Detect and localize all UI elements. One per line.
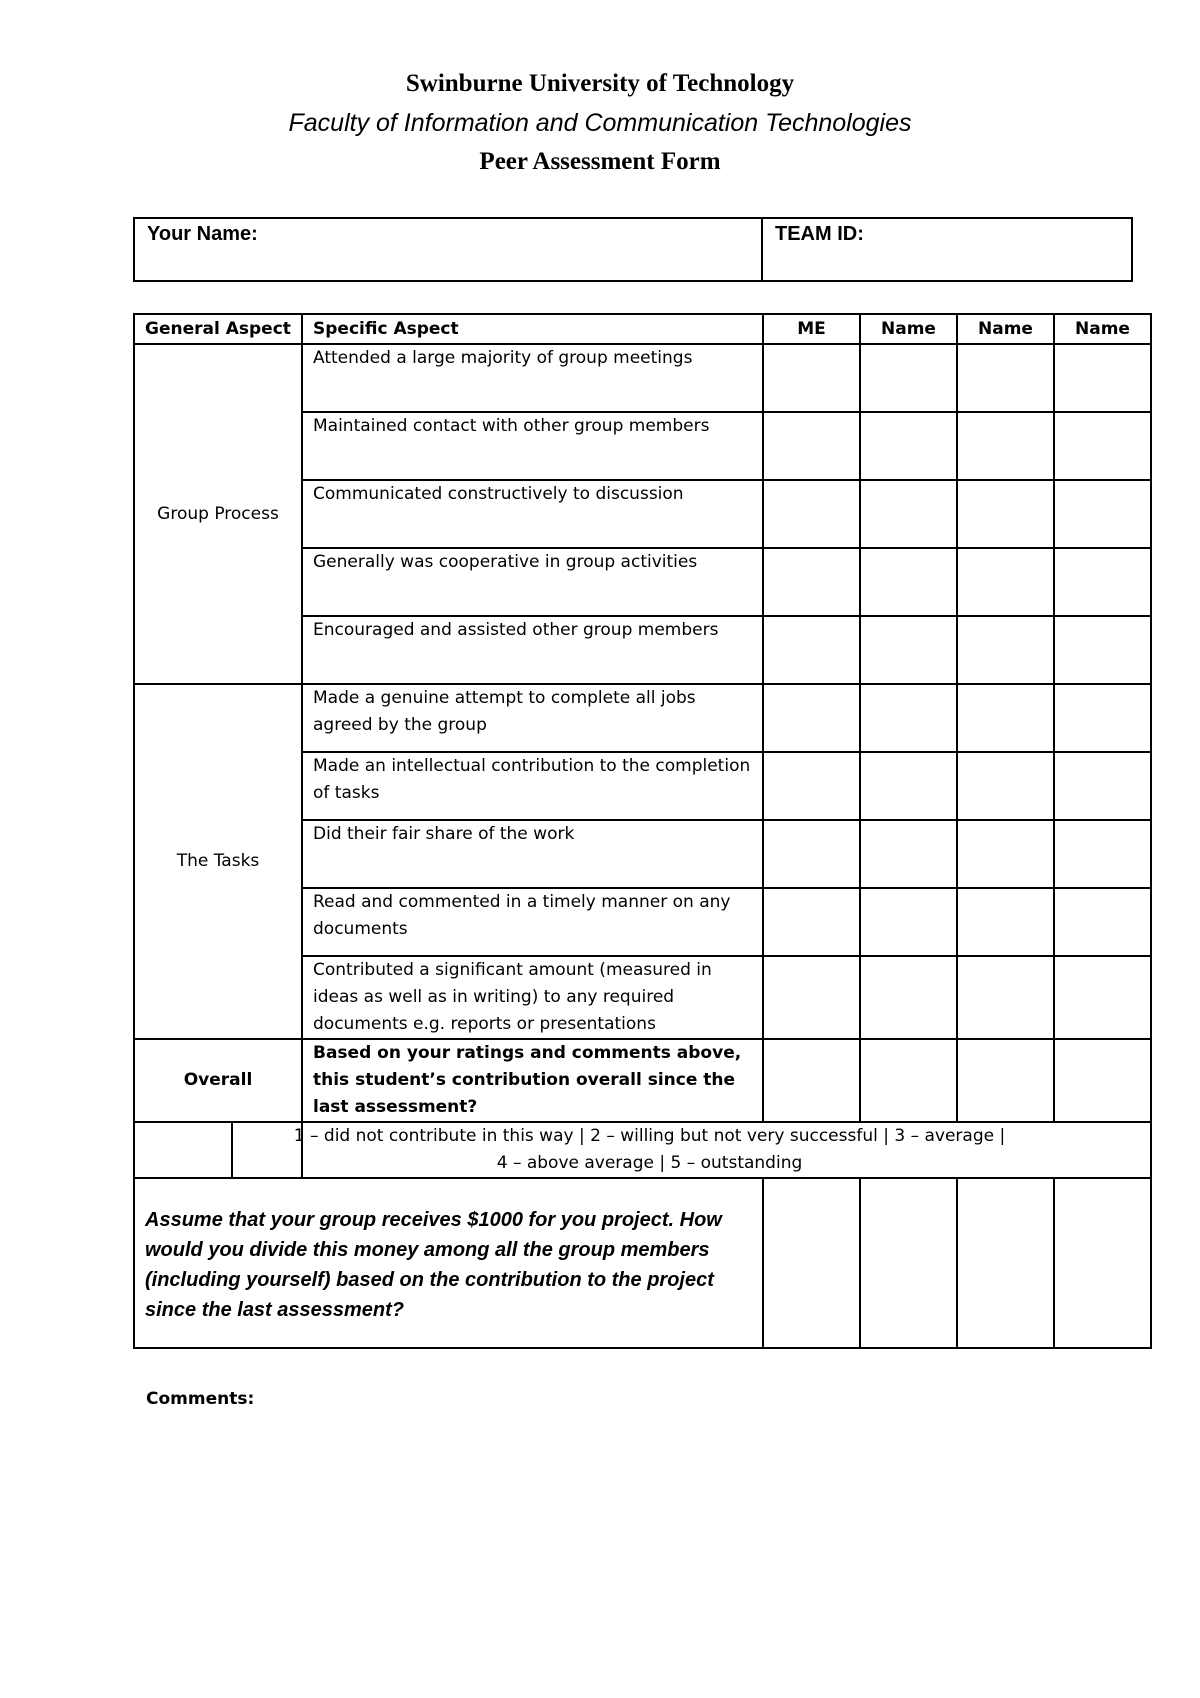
money-question: Assume that your group receives $1000 for you project. How would you divide this money among all the group members (including yourself) based on the contribution to the project since the last assessment? bbox=[134, 1178, 763, 1348]
aspect-text: Read and commented in a timely manner on any documents bbox=[302, 888, 763, 956]
rating-cell-name-3[interactable] bbox=[1054, 1039, 1151, 1122]
col-general-aspect: General Aspect bbox=[134, 314, 302, 344]
overall-question: Based on your ratings and comments above, this student’s contribution overall since the last assessment? bbox=[302, 1039, 763, 1122]
rating-cell-me[interactable] bbox=[763, 344, 860, 412]
rating-cell-name-3[interactable] bbox=[1054, 956, 1151, 1039]
col-name-3: Name bbox=[1054, 314, 1151, 344]
table-row bbox=[134, 344, 1151, 412]
rating-cell-name-2[interactable] bbox=[957, 344, 1054, 412]
rating-cell-name-1[interactable] bbox=[860, 480, 957, 548]
rating-cell-name-3[interactable] bbox=[1054, 820, 1151, 888]
col-name-1: Name bbox=[860, 314, 957, 344]
money-row bbox=[134, 1178, 1151, 1348]
aspect-text: Contributed a significant amount (measured in ideas as well as in writing) to any required documents e.g. reports or presentations bbox=[302, 956, 763, 1039]
rating-cell-name-3[interactable] bbox=[1054, 752, 1151, 820]
aspect-text: Encouraged and assisted other group members bbox=[302, 616, 763, 684]
rating-cell-me[interactable] bbox=[763, 956, 860, 1039]
aspect-text: Generally was cooperative in group activities bbox=[302, 548, 763, 616]
your-name-label: Your Name: bbox=[147, 223, 258, 245]
faculty-title: Faculty of Information and Communication Technologies bbox=[288, 109, 912, 137]
team-id-field[interactable] bbox=[763, 219, 1131, 280]
rating-cell-name-2[interactable] bbox=[957, 548, 1054, 616]
name-team-box bbox=[133, 217, 1133, 282]
rating-cell-name-1[interactable] bbox=[860, 1039, 957, 1122]
rating-cell-name-3[interactable] bbox=[1054, 888, 1151, 956]
aspect-text: Attended a large majority of group meetings bbox=[302, 344, 763, 412]
rating-cell-name-1[interactable] bbox=[860, 344, 957, 412]
money-cell-me[interactable] bbox=[763, 1178, 860, 1348]
rating-cell-me[interactable] bbox=[763, 684, 860, 752]
rating-cell-name-3[interactable] bbox=[1054, 684, 1151, 752]
rating-cell-me[interactable] bbox=[763, 820, 860, 888]
rating-cell-name-3[interactable] bbox=[1054, 412, 1151, 480]
col-name-2: Name bbox=[957, 314, 1054, 344]
legend-row bbox=[134, 1122, 1151, 1178]
rating-cell-name-2[interactable] bbox=[957, 412, 1054, 480]
aspect-text: Communicated constructively to discussion bbox=[302, 480, 763, 548]
money-cell-name-3[interactable] bbox=[1054, 1178, 1151, 1348]
rating-cell-name-2[interactable] bbox=[957, 480, 1054, 548]
money-cell-name-2[interactable] bbox=[957, 1178, 1054, 1348]
col-me: ME bbox=[763, 314, 860, 344]
aspect-text: Made a genuine attempt to complete all jobs agreed by the group bbox=[302, 684, 763, 752]
rating-cell-me[interactable] bbox=[763, 616, 860, 684]
legend-line-1: 1 – did not contribute in this way | 2 – willing but not very successful | 3 – average | bbox=[293, 1126, 1006, 1146]
rating-cell-name-1[interactable] bbox=[860, 548, 957, 616]
your-name-field[interactable] bbox=[135, 219, 763, 280]
rating-cell-name-1[interactable] bbox=[860, 888, 957, 956]
rating-cell-name-1[interactable] bbox=[860, 412, 957, 480]
rating-cell-me[interactable] bbox=[763, 412, 860, 480]
rating-cell-name-2[interactable] bbox=[957, 820, 1054, 888]
overall-row bbox=[134, 1039, 1151, 1122]
rating-cell-name-1[interactable] bbox=[860, 956, 957, 1039]
group-process-label: Group Process bbox=[134, 344, 302, 684]
rating-cell-me[interactable] bbox=[763, 1039, 860, 1122]
aspect-text: Did their fair share of the work bbox=[302, 820, 763, 888]
form-title: Peer Assessment Form bbox=[479, 148, 721, 175]
table-row bbox=[134, 684, 1151, 752]
university-title: Swinburne University of Technology bbox=[405, 70, 795, 97]
legend-line-2: 4 – above average | 5 – outstanding bbox=[496, 1153, 803, 1173]
team-id-label: TEAM ID: bbox=[775, 223, 864, 245]
rating-cell-name-2[interactable] bbox=[957, 752, 1054, 820]
rating-scale-legend bbox=[230, 1122, 1079, 1178]
aspect-text: Maintained contact with other group members bbox=[302, 412, 763, 480]
rating-cell-me[interactable] bbox=[763, 480, 860, 548]
table-header-row bbox=[134, 314, 1151, 344]
aspect-text: Made an intellectual contribution to the completion of tasks bbox=[302, 752, 763, 820]
assessment-table bbox=[133, 313, 1152, 1349]
rating-cell-name-1[interactable] bbox=[860, 616, 957, 684]
money-cell-name-1[interactable] bbox=[860, 1178, 957, 1348]
rating-cell-name-2[interactable] bbox=[957, 956, 1054, 1039]
rating-cell-name-2[interactable] bbox=[957, 888, 1054, 956]
rating-cell-name-2[interactable] bbox=[957, 1039, 1054, 1122]
rating-cell-name-3[interactable] bbox=[1054, 480, 1151, 548]
rating-cell-name-1[interactable] bbox=[860, 752, 957, 820]
rating-cell-name-3[interactable] bbox=[1054, 548, 1151, 616]
rating-cell-me[interactable] bbox=[763, 548, 860, 616]
rating-cell-name-3[interactable] bbox=[1054, 616, 1151, 684]
rating-cell-me[interactable] bbox=[763, 752, 860, 820]
rating-cell-name-1[interactable] bbox=[860, 820, 957, 888]
overall-label: Overall bbox=[134, 1039, 302, 1122]
col-specific-aspect: Specific Aspect bbox=[302, 314, 763, 344]
rating-cell-name-3[interactable] bbox=[1054, 344, 1151, 412]
comments-label: Comments: bbox=[146, 1389, 255, 1409]
rating-cell-name-2[interactable] bbox=[957, 616, 1054, 684]
the-tasks-label: The Tasks bbox=[134, 684, 302, 1039]
rating-cell-name-1[interactable] bbox=[860, 684, 957, 752]
rating-cell-me[interactable] bbox=[763, 888, 860, 956]
rating-cell-name-2[interactable] bbox=[957, 684, 1054, 752]
